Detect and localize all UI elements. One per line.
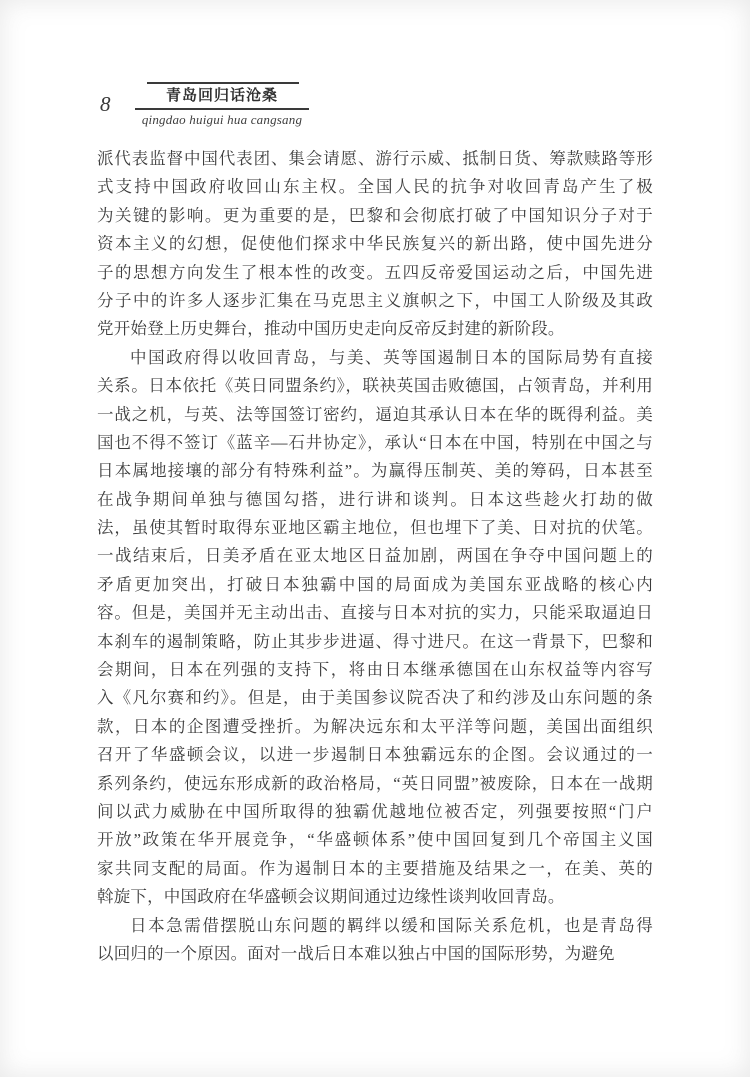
text-line: 党开始登上历史舞台，推动中国历史走向反帝反封建的新阶段。 [97,319,565,339]
page-number: 8 [100,92,111,116]
text-line: 为关键的影响。更为重要的是，巴黎和会彻底打破了中国知识分子对于 [97,205,653,225]
text-line: 开放”政策在华开展竞争，“华盛顿体系”使中国回复到几个帝国主义国 [97,830,653,850]
text-line: 召开了华盛顿会议，以进一步遏制日本独霸远东的企图。会议通过的一 [97,745,653,765]
running-header [133,82,311,128]
book-title: 青岛回归话沧桑 [165,88,278,104]
text-line: 一战之机，与英、法等国签订密约，逼迫其承认日本在华的既得利益。美 [97,404,653,424]
text-line: 日本急需借摆脱山东问题的羁绊以缓和国际关系危机，也是青岛得 [130,915,653,935]
text-line: 会期间，日本在列强的支持下，将由日本继承德国在山东权益等内容写 [97,660,653,680]
text-line: 式支持中国政府收回山东主权。全国人民的抗争对收回青岛产生了极 [97,177,653,197]
text-line: 国也不得不签订《蓝辛—石井协定》，承认“日本在中国，特别在中国之与 [97,432,653,452]
text-line: 关系。日本依托《英日同盟条约》，联袂英国击败德国，占领青岛，并利用 [97,376,653,396]
text-line: 中国政府得以收回青岛，与美、英等国遏制日本的国际局势有直接 [130,347,653,367]
text-line: 系列条约，使远东形成新的政治格局，“英日同盟”被废除，日本在一战期 [97,773,653,793]
header-rule-above [147,82,299,84]
text-line: 斡旋下，中国政府在华盛顿会议期间通过边缘性谈判收回青岛。 [97,887,565,907]
text-line: 资本主义的幻想，促使他们探求中华民族复兴的新出路，使中国先进分 [97,234,653,254]
text-line: 容。但是，美国并无主动出击、直接与日本对抗的实力，只能采取逼迫日 [97,603,653,623]
text-line: 矛盾更加突出，打破日本独霸中国的局面成为美国东亚战略的核心内 [97,574,653,594]
body-text [97,145,653,968]
text-line: 子的思想方向发生了根本性的改变。五四反帝爱国运动之后，中国先进 [97,262,653,282]
text-line: 间以武力威胁在中国所取得的独霸优越地位被否定，列强要按照“门户 [97,801,653,821]
text-line: 入《凡尔赛和约》。但是，由于美国参议院否决了和约涉及山东问题的条 [97,688,653,708]
text-line: 分子中的许多人逐步汇集在马克思主义旗帜之下，中国工人阶级及其政 [97,290,653,310]
header-rule-below [135,108,309,110]
text-line: 日本属地接壤的部分有特殊利益”。为赢得压制英、美的筹码，日本甚至 [97,461,653,481]
text-line: 家共同支配的局面。作为遏制日本的主要措施及结果之一，在美、英的 [97,858,653,878]
text-line: 以回归的一个原因。面对一战后日本难以独占中国的国际形势，为避免 [97,943,615,963]
text-line: 一战结束后，日美矛盾在亚太地区日益加剧，两国在争夺中国问题上的 [97,546,653,566]
text-line: 款，日本的企图遭受挫折。为解决远东和太平洋等问题，美国出面组织 [97,716,653,736]
text-line: 在战争期间单独与德国勾搭，进行讲和谈判。日本这些趁火打劫的做 [97,489,653,509]
text-line: 法，虽使其暂时取得东亚地区霸主地位，但也埋下了美、日对抗的伏笔。 [97,518,653,538]
text-line: 派代表监督中国代表团、集会请愿、游行示威、抵制日货、筹款赎路等形 [97,149,653,168]
book-title-pinyin: qingdao huigui hua cangsang [141,112,303,127]
text-line: 本刹车的遏制策略，防止其步步进逼、得寸进尺。在这一背景下，巴黎和 [97,631,653,651]
